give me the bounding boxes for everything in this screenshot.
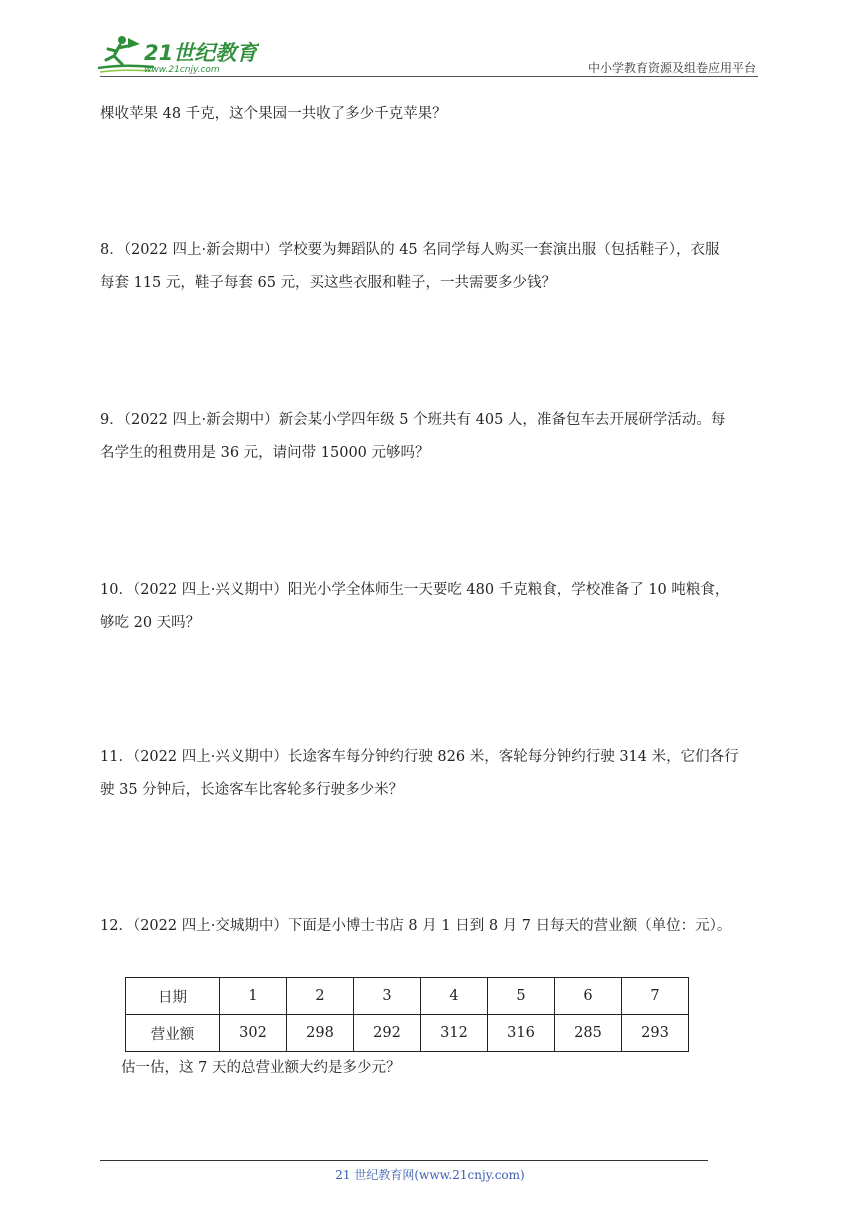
day-cell: 4 bbox=[421, 978, 488, 1015]
sales-cell: 302 bbox=[220, 1015, 287, 1052]
problem-line: 10．（2022 四上·兴义期中）阳光小学全体师生一天要吃 480 千克粮食，学校准备了 10 吨粮食， bbox=[100, 582, 730, 598]
table-row-days bbox=[126, 978, 689, 1015]
problem-line: 驶 35 分钟后，长途客车比客轮多行驶多少米？ bbox=[100, 782, 404, 798]
problem-line: 9．（2022 四上·新会期中）新会某小学四年级 5 个班共有 405 人，准备包车去开展研学活动。每 bbox=[100, 412, 726, 428]
logo-runner-icon bbox=[94, 34, 259, 76]
problem-7-tail bbox=[100, 98, 762, 131]
problem-11 bbox=[100, 741, 762, 807]
row-header-date: 日期 bbox=[126, 978, 220, 1015]
footer-text: 21 世纪教育网(www.21cnjy.com) bbox=[335, 1168, 525, 1182]
problem-8 bbox=[100, 234, 762, 300]
problem-12 bbox=[100, 910, 762, 943]
problem-line: 每套 115 元，鞋子每套 65 元，买这些衣服和鞋子，一共需要多少钱？ bbox=[100, 275, 557, 291]
problem-line: 估一估，这 7 天的总营业额大约是多少元？ bbox=[121, 1060, 401, 1076]
sales-table bbox=[125, 977, 689, 1052]
day-cell: 5 bbox=[488, 978, 555, 1015]
problem-line: 8．（2022 四上·新会期中）学校要为舞蹈队的 45 名同学每人购买一套演出服（包括鞋子），衣服 bbox=[100, 242, 720, 258]
problem-9 bbox=[100, 404, 762, 470]
sales-cell: 285 bbox=[555, 1015, 622, 1052]
footer-divider bbox=[100, 1160, 708, 1161]
svg-text:www.21cnjy.com: www.21cnjy.com bbox=[144, 65, 220, 75]
sales-cell: 298 bbox=[287, 1015, 354, 1052]
sales-cell: 312 bbox=[421, 1015, 488, 1052]
day-cell: 1 bbox=[220, 978, 287, 1015]
day-cell: 6 bbox=[555, 978, 622, 1015]
day-cell: 2 bbox=[287, 978, 354, 1015]
svg-text:21世纪教育: 21世纪教育 bbox=[144, 41, 258, 65]
sales-cell: 292 bbox=[354, 1015, 421, 1052]
day-cell: 7 bbox=[622, 978, 689, 1015]
sales-cell: 316 bbox=[488, 1015, 555, 1052]
page-header bbox=[0, 0, 860, 82]
day-cell: 3 bbox=[354, 978, 421, 1015]
site-logo bbox=[94, 34, 259, 76]
problem-line: 名学生的租费用是 36 元，请问带 15000 元够吗？ bbox=[100, 445, 430, 461]
problem-line: 12．（2022 四上·交城期中）下面是小博士书店 8 月 1 日到 8 月 7 日每天的营业额（单位：元）。 bbox=[100, 918, 732, 934]
problem-10 bbox=[100, 574, 762, 640]
question-after-table bbox=[121, 1052, 783, 1085]
problem-line: 棵收苹果 48 千克，这个果园一共收了多少千克苹果？ bbox=[100, 106, 447, 122]
row-header-sales: 营业额 bbox=[126, 1015, 220, 1052]
table-row-sales bbox=[126, 1015, 689, 1052]
header-divider bbox=[100, 76, 758, 77]
site-tagline: 中小学教育资源及组卷应用平台 bbox=[587, 61, 756, 75]
problem-line: 11．（2022 四上·兴义期中）长途客车每分钟约行驶 826 米，客轮每分钟约行驶 314 米，它们各行 bbox=[100, 749, 739, 765]
problem-line: 够吃 20 天吗？ bbox=[100, 615, 201, 631]
sales-cell: 293 bbox=[622, 1015, 689, 1052]
